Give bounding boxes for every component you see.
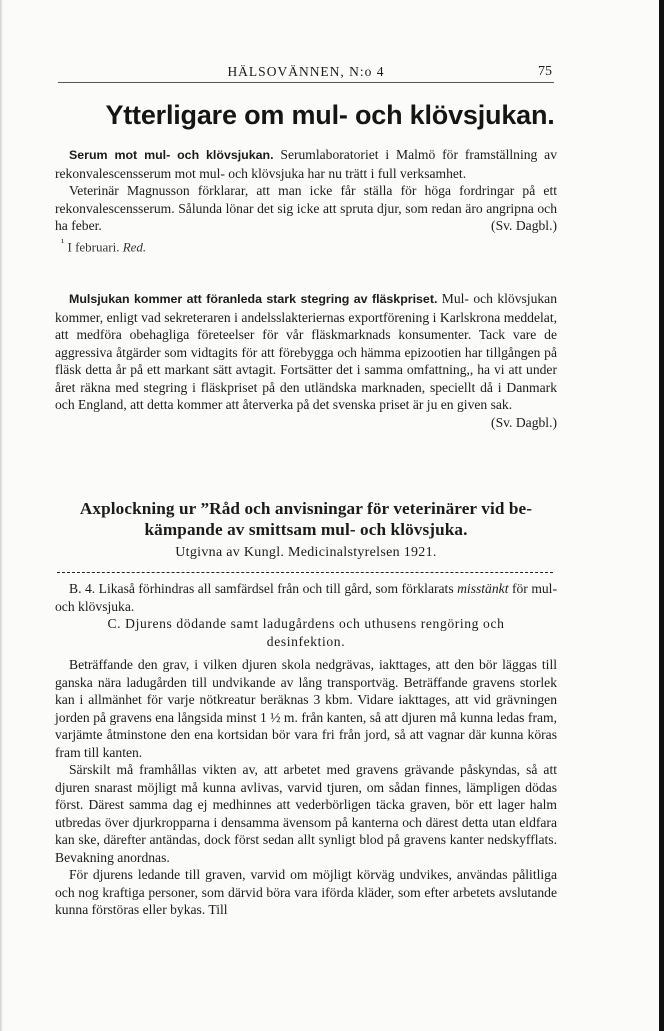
article-flaskpris-lead: Mulsjukan kommer att föranleda stark stegring av fläskpriset. <box>69 292 438 306</box>
article-serum-source: (Sv. Dagbl.) <box>491 218 557 233</box>
running-header <box>58 62 554 83</box>
article-serum-text-2: Veterinär Magnusson förklarar, att man icke får ställa för höga fordringar på ett rekonvalescensserum. Sålunda lönar det sig icke att spruta djur, som redan äro angripna och ha feber. <box>55 183 557 233</box>
b4-end: för mul- och klövsjuka. <box>55 581 557 614</box>
subheading-c-line-1: C. Djurens dödande samt ladugårdens och uthusens rengöring och <box>107 616 505 631</box>
section-subtitle: Utgivna av Kungl. Medicinalstyrelsen 1921. <box>175 545 437 560</box>
footnote-text: I februari. <box>64 238 123 254</box>
dashed-separator <box>57 572 553 573</box>
section-title-line-2: kämpande av smittsam mul- och klövsjuka. <box>144 520 468 539</box>
article-flaskpris <box>55 290 557 431</box>
article-flaskpris-source: (Sv. Dagbl.) <box>491 414 557 430</box>
article-flaskpris-text: Mul- och klövsjukan kommer, enligt vad sekreteraren i andelsslakteriernas exportförening i Karlskrona meddelat, att medföra obehagliga företeelser för vår fläskmarknads konsumenter. Tack vare de aggressiva åtgärder som vidtagits för att förebygga och hämma epizootien har tillgången på fläsk detta år på ett markant sätt avtagit. Fortsätter det i samma omfattning,, ha vi att under året räkna med stegring i fläskpriset på den utländska marknaden, speciellt då i Danmark och England, att detta kommer att återverka på det svenska priset är ju en given sak. <box>55 291 558 412</box>
subheading-c <box>55 615 557 650</box>
paragraph-sarskilt: Särskilt må framhållas vikten av, att arbetet med gravens grävande påskyndas, så att djuren snarast möjligt må kunna avlivas, varvid tjuren, om sådan finnes, lämpligen dödas först. Därest samma dag ej medhinnes att vederbörligen täcka graven, bör ett lager halm utbredas över djurkropparna i densamma ävensom på kanterna och därest detta utan eldfara kan ske, därefter antändas, dock först sedan allt synligt blod på gravens kanter nedskyfflats. Bevakning anordnas. <box>55 762 557 865</box>
footnote-editor: Red. <box>122 238 147 254</box>
paragraph-b4 <box>55 580 557 615</box>
article-serum <box>55 146 557 255</box>
scan-border <box>659 0 664 1031</box>
page-left-shadow <box>0 0 3 1031</box>
subheading-c-line-2: desinfektion. <box>266 633 346 649</box>
page-title: Ytterligare om mul- och klövsjukan. <box>105 100 555 130</box>
article-flaskpris-paragraph <box>55 290 557 414</box>
running-title: HÄLSOVÄNNEN, N:o 4 <box>227 64 385 79</box>
section-body <box>55 580 557 919</box>
section-title <box>55 498 557 540</box>
footnote-mark: ¹ <box>61 236 65 249</box>
article-serum-paragraph-2 <box>55 182 557 235</box>
article-serum-lead: Serum mot mul- och klövsjukan. <box>69 148 274 162</box>
article-serum-paragraph <box>55 146 557 182</box>
b4-text: B. 4. Likaså förhindras all samfärdsel från och till gård, som förklarats <box>69 581 458 596</box>
b4-italic: misstänkt <box>457 581 509 596</box>
paragraph-grav: Beträffande den grav, i vilken djuren skola nedgrävas, iakttages, att den bör läggas till ganska nära ladugården till undvikande av lång transportväg. Beträffande gravens storlek kan i allmänhet för varje nötkreatur beräknas 3 kbm. Vidare iakttages, att vid grävningen jorden på gravens ena långsida minst 1 ½ m. från kanten, så att djuren må kunna ledas fram, varjämte åtminstone den ena kortsidan bör vara fri från jord, så att vagnar där kunna köras fram till kanten. <box>55 657 557 760</box>
section-title-line-1: Axplockning ur ”Råd och anvisningar för veterinärer vid be- <box>79 499 533 518</box>
footnote <box>55 235 557 255</box>
paragraph-for-djurens: För djurens ledande till graven, varvid om möjligt körväg undvikes, användas pålitliga och nog kraftiga personer, som därvid böra vara iförda kläder, som efter arbetets avslutande kunna förstöras eller bykas. Till <box>55 867 557 917</box>
page-number: 75 <box>538 64 552 79</box>
article-serum-text: Serumlaboratoriet i Malmö för framställning av rekonvalescensserum mot mul- och klövsjuka har nu trätt i full verksamhet. <box>55 147 557 181</box>
